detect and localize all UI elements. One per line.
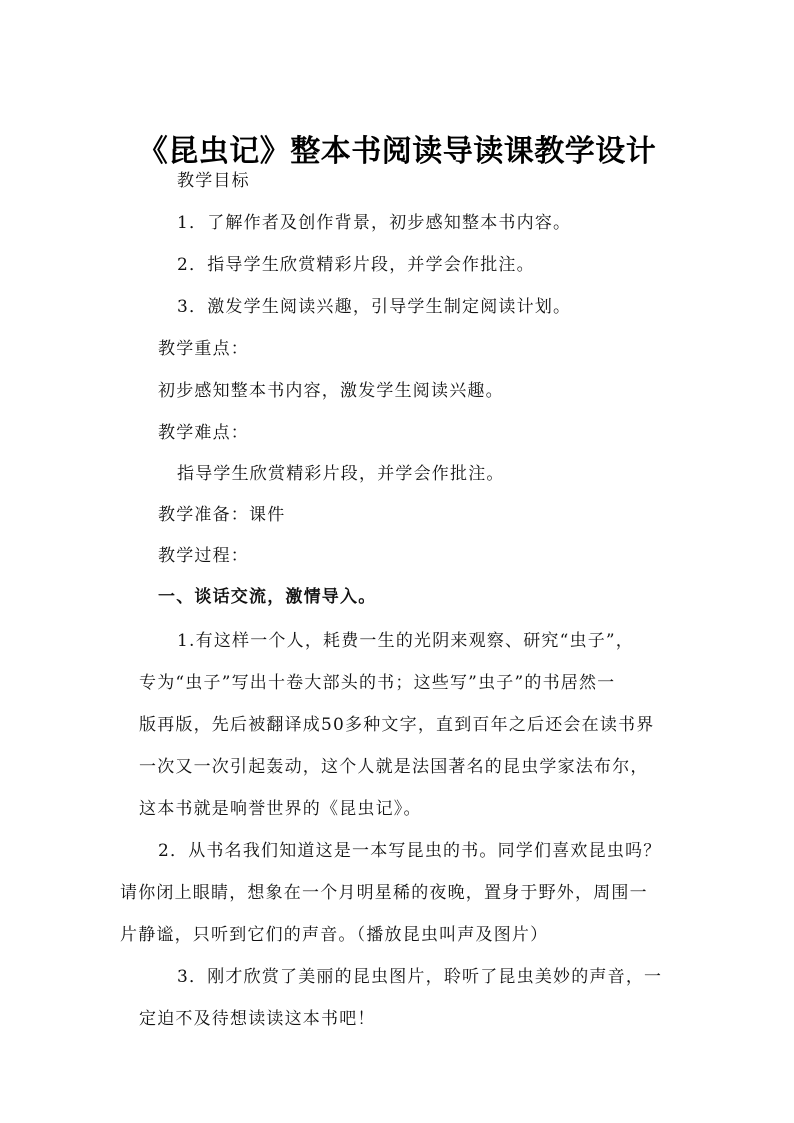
paragraph-line: 1.有这样一个人，耗费一生的光阴来观察、研究“虫子”，	[177, 631, 635, 651]
difficulties-text: 指导学生欣赏精彩片段，并学会作批注。	[177, 464, 505, 484]
goal-item: 2．指导学生欣赏精彩片段，并学会作批注。	[177, 255, 535, 275]
paragraph-line: 请你闭上眼睛，想象在一个月明星稀的夜晚，置身于野外，周围一	[120, 883, 648, 903]
paragraph-line: 专为“虫子”写出十卷大部头的书；这些写”虫子”的书居然一	[139, 673, 616, 693]
paragraph-line: 一次又一次引起轰动，这个人就是法国著名的昆虫学家法布尔，	[139, 757, 649, 777]
section-heading: 一、谈话交流，激情导入。	[158, 587, 377, 607]
paragraph-line: 片静谧，只听到它们的声音。（播放昆虫叫声及图片）	[120, 925, 549, 945]
goal-item: 3．激发学生阅读兴趣，引导学生制定阅读计划。	[177, 297, 572, 317]
document-title: 《昆虫记》整本书阅读导读课教学设计	[137, 134, 657, 170]
paragraph-line: 版再版，先后被翻译成50多种文字，直到百年之后还会在读书界	[139, 715, 655, 735]
paragraph-line: 2．从书名我们知道这是一本写昆虫的书。同学们喜欢昆虫吗？	[158, 841, 662, 861]
key-points-text: 初步感知整本书内容，激发学生阅读兴趣。	[158, 381, 504, 401]
paragraph-line: 定迫不及待想读读这本书吧！	[139, 1009, 376, 1029]
process-heading: 教学过程：	[158, 546, 249, 566]
paragraph-line: 这本书就是响誉世界的《昆虫记》。	[139, 799, 422, 819]
goal-item: 1．了解作者及创作背景，初步感知整本书内容。	[177, 213, 572, 233]
key-points-heading: 教学重点：	[158, 339, 249, 359]
difficulties-heading: 教学难点：	[158, 423, 249, 443]
paragraph-line: 3．刚才欣赏了美丽的昆虫图片，聆听了昆虫美妙的声音，一	[177, 967, 663, 987]
goals-heading: 教学目标	[177, 171, 250, 191]
preparation-text: 教学准备：课件	[158, 505, 286, 525]
